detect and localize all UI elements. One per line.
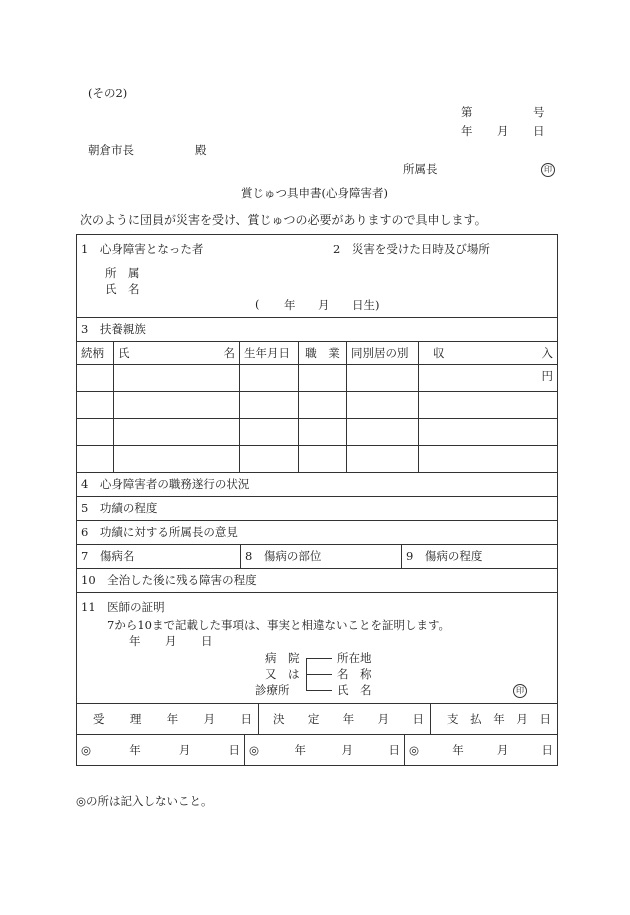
number-suffix: 号	[533, 105, 545, 119]
birth-day: 日生)	[352, 298, 380, 312]
number-prefix: 第	[461, 105, 473, 119]
section-11-cell	[77, 593, 558, 704]
decided-date[interactable]: ◎ 年 月 日	[245, 735, 405, 765]
birth-year: 年	[284, 298, 296, 312]
occupation-field[interactable]	[299, 419, 347, 446]
section-2-label: 2 災害を受けた日時及び場所	[333, 242, 490, 256]
date-year: 年	[461, 124, 473, 138]
col-occupation: 職 業	[299, 342, 347, 365]
intro-text: 次のように団員が災害を受け、賞じゅつの必要がありますので具申します。	[80, 213, 487, 227]
table-row	[77, 392, 558, 419]
col-income: 収 入	[419, 342, 558, 365]
certification-statement: 7から10まで記載した事項は、事実と相違ないことを証明します。	[107, 618, 451, 632]
field-institution-name: 名 称	[337, 667, 372, 681]
yen-unit: 円	[541, 369, 553, 383]
section-7-9-row	[77, 545, 558, 569]
income-field[interactable]	[419, 365, 558, 392]
income-field[interactable]	[419, 392, 558, 419]
section-9-label[interactable]: 9 傷病の程度	[406, 549, 483, 563]
col-relation: 続柄	[77, 342, 114, 365]
col-cohabit: 同別居の別	[347, 342, 419, 365]
name-field[interactable]	[114, 392, 240, 419]
form-variant-label: (その2)	[88, 86, 128, 100]
col-name: 氏 名	[114, 342, 240, 365]
cohabit-field[interactable]	[347, 392, 419, 419]
relation-field[interactable]	[77, 392, 114, 419]
birthdate-field[interactable]	[240, 419, 299, 446]
cert-month: 月	[165, 634, 177, 648]
seal-icon: 印	[541, 161, 555, 177]
occupation-field[interactable]	[299, 392, 347, 419]
section-1-label: 1 心身障害となった者	[81, 242, 204, 256]
birth-month: 月	[318, 298, 330, 312]
relation-field[interactable]	[77, 446, 114, 473]
section-11-label: 11 医師の証明	[81, 600, 165, 614]
honorific: 殿	[195, 143, 207, 157]
section-8-label[interactable]: 8 傷病の部位	[241, 545, 402, 568]
income-field[interactable]	[419, 446, 558, 473]
affiliation-head-label: 所属長	[403, 162, 438, 176]
section-1-2-cell	[77, 235, 558, 318]
document-title: 賞じゅつ具申書(心身障害者)	[241, 186, 388, 200]
name-label: 氏 名	[105, 282, 140, 296]
occupation-field[interactable]	[299, 365, 347, 392]
date-day: 日	[533, 124, 545, 138]
col-birthdate: 生年月日	[240, 342, 299, 365]
section-4-label[interactable]: 4 心身障害者の職務遂行の状況	[77, 473, 558, 497]
institution-clinic: 診療所	[255, 683, 290, 697]
section-7-label[interactable]: 7 傷病名	[77, 545, 241, 568]
institution-hospital: 病 院	[265, 651, 300, 665]
dependents-header-row	[77, 342, 558, 365]
bracket-line-1	[306, 658, 332, 659]
cert-year: 年	[129, 634, 141, 648]
table-row	[77, 419, 558, 446]
birthdate-field[interactable]	[240, 365, 299, 392]
decided-header: 決 定 年 月 日	[259, 704, 431, 734]
field-address: 所在地	[337, 651, 372, 665]
birth-open: (	[255, 297, 260, 311]
name-field[interactable]	[114, 446, 240, 473]
cert-day: 日	[201, 634, 213, 648]
section-10-label[interactable]: 10 全治した後に残る障害の程度	[77, 569, 558, 593]
bracket-line-2	[306, 674, 332, 675]
table-row	[77, 446, 558, 473]
affiliation-label: 所 属	[105, 266, 140, 280]
bracket-line-3	[306, 690, 332, 691]
date-month: 月	[497, 124, 509, 138]
section-3-label: 3 扶養親族	[77, 318, 558, 342]
birthdate-field[interactable]	[240, 446, 299, 473]
cohabit-field[interactable]	[347, 365, 419, 392]
section-5-label[interactable]: 5 功績の程度	[77, 497, 558, 521]
occupation-field[interactable]	[299, 446, 347, 473]
section-6-label[interactable]: 6 功績に対する所属長の意見	[77, 521, 558, 545]
table-row	[77, 365, 558, 392]
received-date[interactable]: ◎ 年 月 日	[77, 735, 245, 765]
footnote: ◎の所は記入しないこと。	[76, 794, 213, 808]
doctor-seal-icon: 印	[513, 682, 527, 698]
relation-field[interactable]	[77, 365, 114, 392]
office-use-header	[77, 704, 558, 735]
addressee: 朝倉市長	[88, 143, 134, 157]
field-doctor-name: 氏 名	[337, 683, 372, 697]
name-field[interactable]	[114, 419, 240, 446]
income-field[interactable]	[419, 419, 558, 446]
cohabit-field[interactable]	[347, 419, 419, 446]
office-use-dates	[77, 735, 558, 766]
cohabit-field[interactable]	[347, 446, 419, 473]
birthdate-field[interactable]	[240, 392, 299, 419]
name-field[interactable]	[114, 365, 240, 392]
institution-or: 又 は	[265, 667, 300, 681]
application-form-table	[76, 234, 558, 766]
received-header: 受 理 年 月 日	[77, 704, 259, 734]
paid-date[interactable]: ◎ 年 月 日	[409, 743, 553, 757]
paid-header: 支 払 年 月 日	[447, 712, 551, 726]
relation-field[interactable]	[77, 419, 114, 446]
